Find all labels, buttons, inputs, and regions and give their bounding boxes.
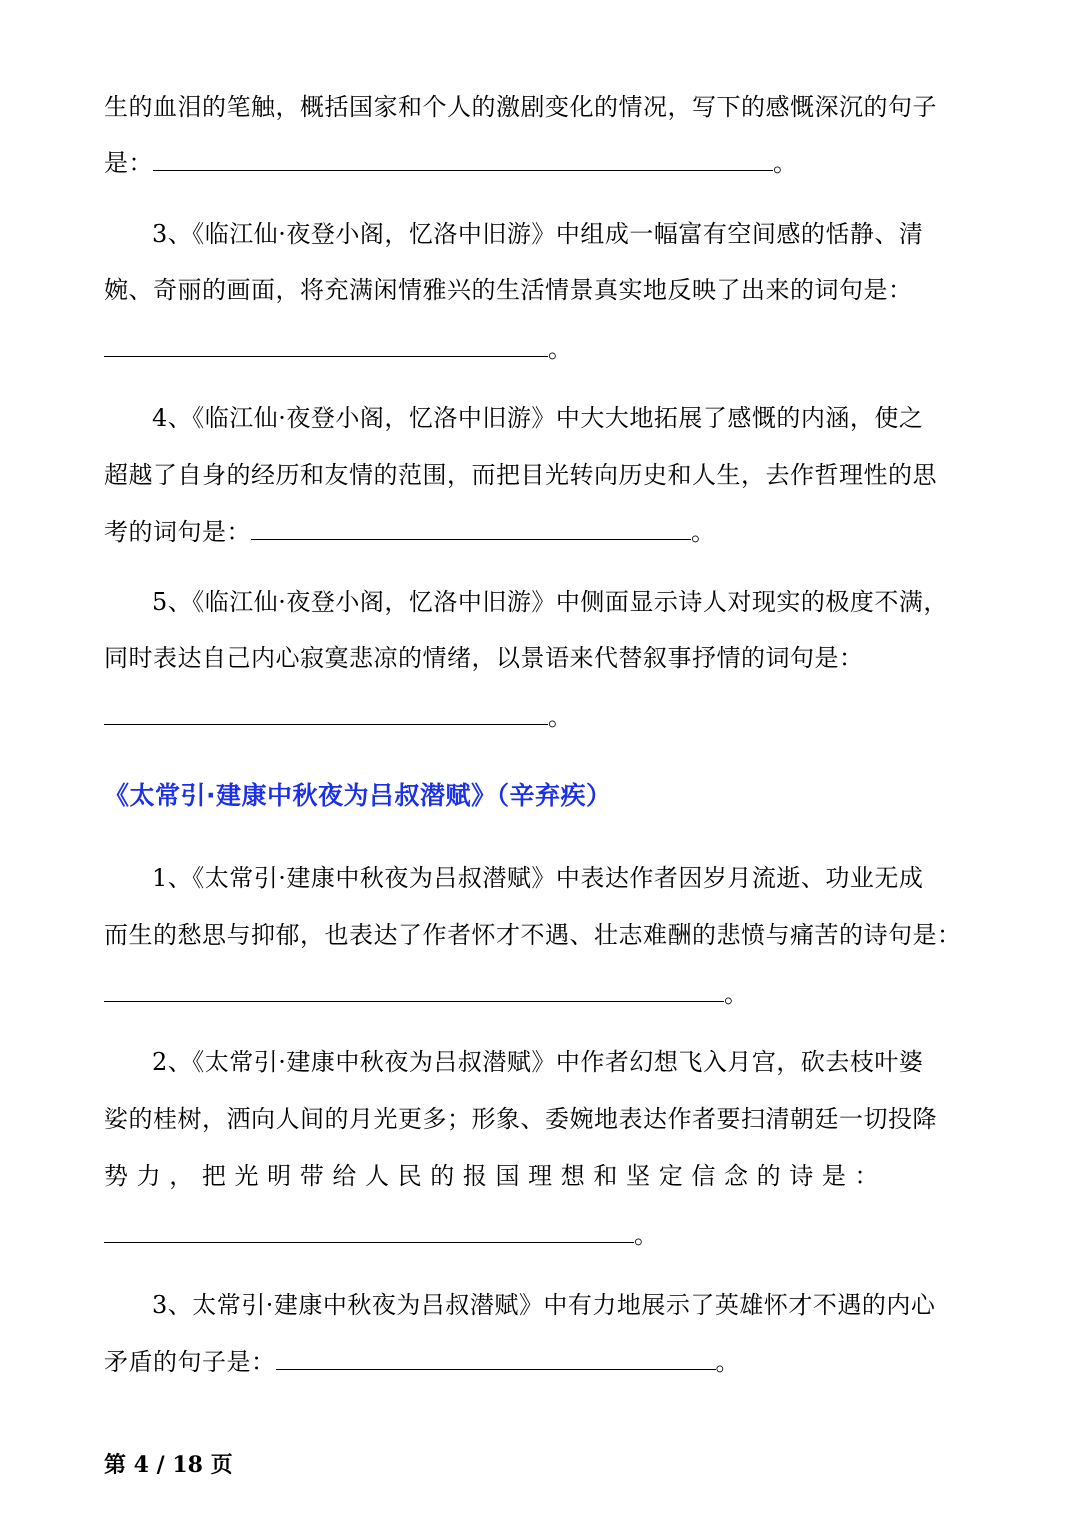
question-3-line-1: 3、太常引·建康中秋夜为吕叔潜赋》中有力地展示了英雄怀才不遇的内心	[152, 1291, 936, 1319]
question-2-line-2: 娑的桂树，洒向人间的月光更多；形象、委婉地表达作者要扫清朝廷一切投降	[104, 1105, 937, 1133]
answer-blank[interactable]	[251, 517, 691, 540]
answer-blank[interactable]	[153, 148, 773, 171]
question-4-line-1: 4、《临江仙·夜登小阁，忆洛中旧游》中大大地拓展了感慨的内涵，使之	[152, 404, 924, 432]
answer-blank[interactable]	[104, 1220, 634, 1243]
answer-line: 。	[104, 1220, 659, 1250]
answer-blank[interactable]	[276, 1347, 716, 1370]
question-4-line-2: 超越了自身的经历和友情的范围，而把目光转向历史和人生，去作哲理性的思	[104, 461, 937, 489]
answer-line: 考的词句是： 。	[104, 518, 716, 546]
answer-blank[interactable]	[104, 334, 548, 357]
question-5-line-2: 同时表达自己内心寂寞悲凉的情绪，以景语来代替叙事抒情的词句是：	[104, 644, 864, 672]
paragraph-line: 生的血泪的笔触，概括国家和个人的激剧变化的情况，写下的感慨深沉的句子	[104, 93, 937, 121]
section-heading: 《太常引·建康中秋夜为吕叔潜赋》（辛弃疾）	[104, 781, 612, 810]
question-1-line-2: 而生的愁思与抑郁，也表达了作者怀才不遇、壮志难酬的悲愤与痛苦的诗句是：	[104, 921, 962, 949]
question-5-line-1: 5、《临江仙·夜登小阁，忆洛中旧游》中侧面显示诗人对现实的极度不满，	[152, 588, 948, 616]
answer-blank[interactable]	[104, 702, 548, 725]
answer-line: 是： 。	[104, 149, 798, 177]
answer-line: 矛盾的句子是： 。	[104, 1348, 740, 1376]
question-1-line-1: 1、《太常引·建康中秋夜为吕叔潜赋》中表达作者因岁月流逝、功业无成	[152, 864, 924, 892]
question-3-line-1: 3、《临江仙·夜登小阁，忆洛中旧游》中组成一幅富有空间感的恬静、清	[152, 220, 924, 248]
question-2-line-1: 2、《太常引·建康中秋夜为吕叔潜赋》中作者幻想飞入月宫，砍去枝叶婆	[152, 1048, 924, 1076]
question-2-line-3: 势 力 ， 把 光 明 带 给 人 民 的 报 国 理 想 和 坚 定 信 念 的 诗 是 ：	[104, 1162, 879, 1190]
answer-line: 。	[104, 979, 749, 1009]
answer-line: 。	[104, 334, 573, 364]
page-number: 第 4 / 18 页	[104, 1452, 233, 1478]
answer-blank[interactable]	[104, 979, 724, 1002]
question-3-line-2: 婉、奇丽的画面，将充满闲情雅兴的生活情景真实地反映了出来的词句是：	[104, 276, 913, 304]
answer-line: 。	[104, 702, 573, 732]
